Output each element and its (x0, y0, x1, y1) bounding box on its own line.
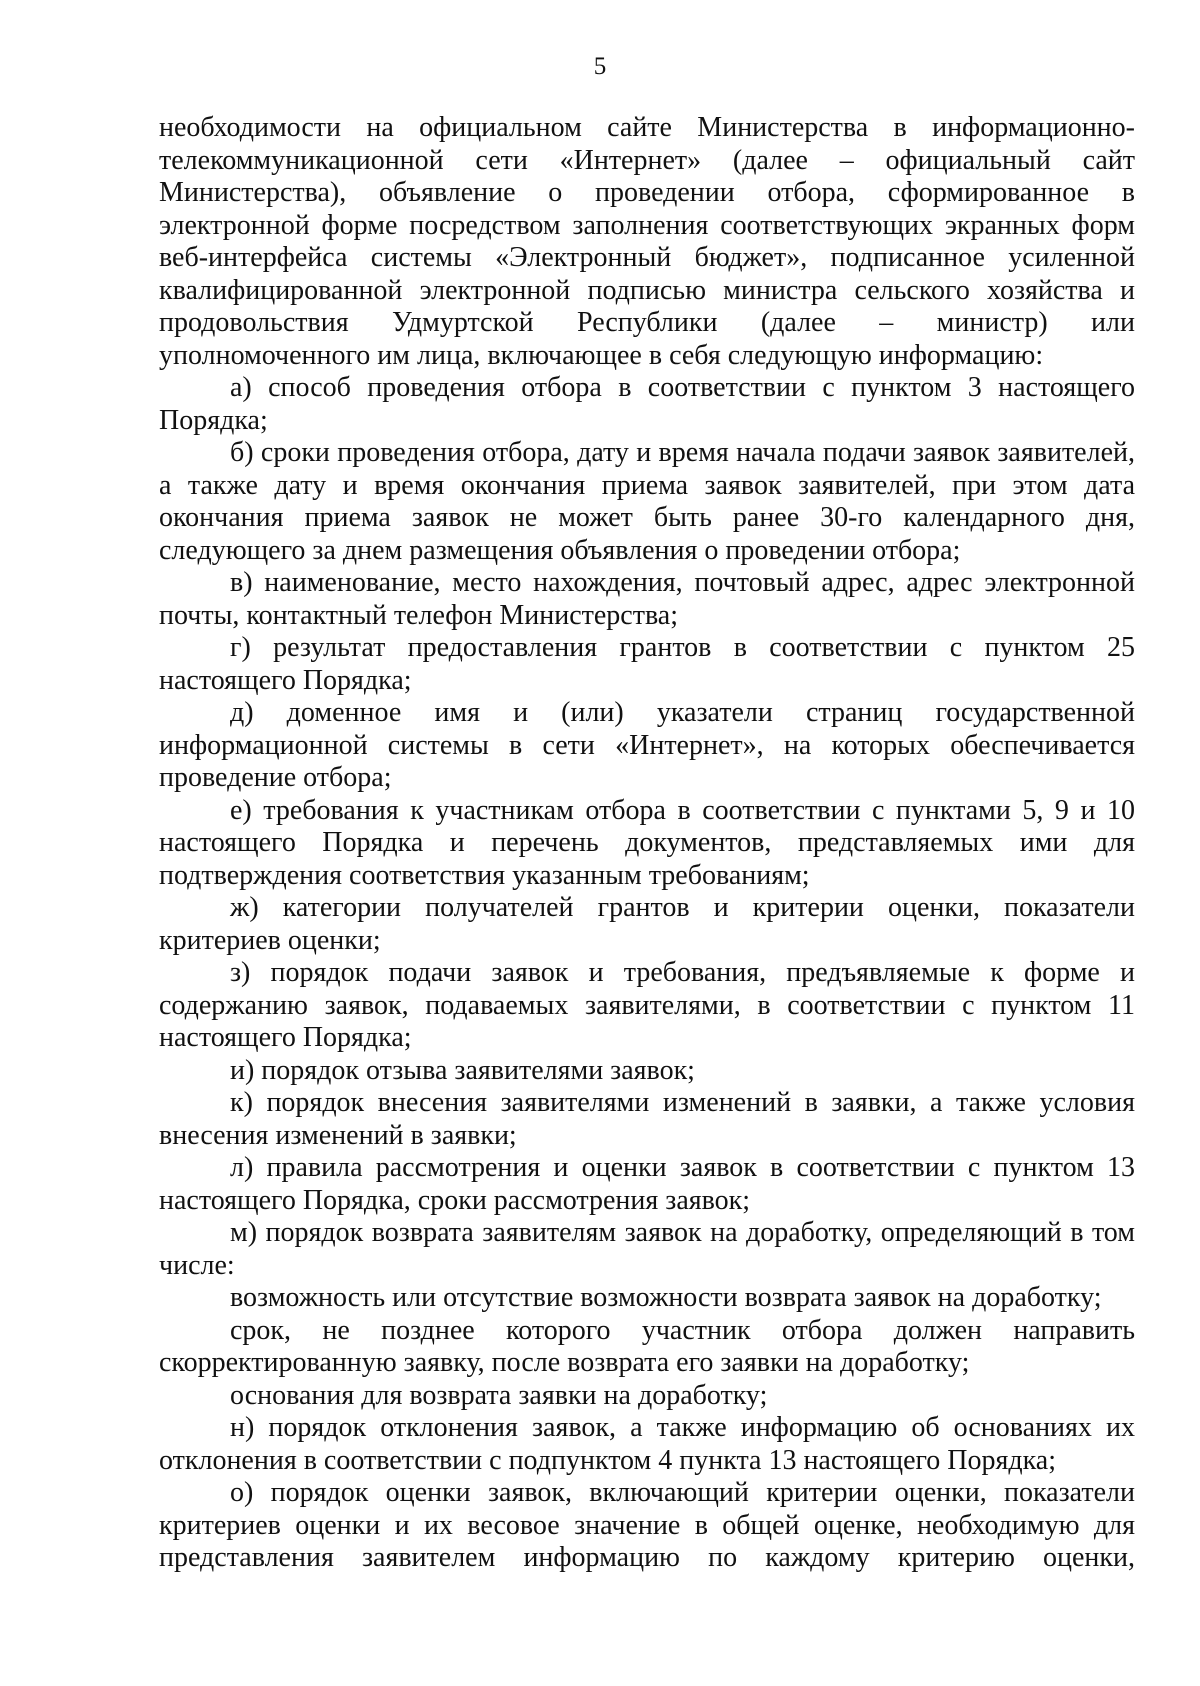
list-item-zh: ж) категории получателей грантов и критерии оценки, показатели критериев оценки; (159, 892, 1135, 956)
list-item-m-sub-1: возможность или отсутствие возможности возврата заявок на доработку; (230, 1282, 1102, 1313)
list-item-z: з) порядок подачи заявок и требования, предъявляемые к форме и содержанию заявок, подаваемых заявителями, в соответствии с пунктом 11 настоящего Порядка; (159, 957, 1135, 1053)
page-number: 5 (593, 53, 607, 80)
list-item-m: м) порядок возврата заявителям заявок на доработку, определяющий в том числе: (159, 1217, 1135, 1281)
list-item-v: в) наименование, место нахождения, почтовый адрес, адрес электронной почты, контактный телефон Министерства; (159, 567, 1135, 631)
document-body (159, 112, 1135, 1575)
list-item-d: д) доменное имя и (или) указатели страниц государственной информационной системы в сети «Интернет», на которых обеспечивается проведение отбора; (159, 697, 1135, 793)
list-item-o: о) порядок оценки заявок, включающий критерии оценки, показатели критериев оценки и их весовое значение в общей оценке, необходимую для представления заявителем информацию по каждому критерию оценки, (159, 1477, 1135, 1573)
list-item-n: н) порядок отклонения заявок, а также информацию об основаниях их отклонения в соответствии с подпунктом 4 пункта 13 настоящего Порядка; (159, 1412, 1135, 1476)
list-item-b: б) сроки проведения отбора, дату и время начала подачи заявок заявителей, а также дату и время окончания приема заявок заявителей, при этом дата окончания приема заявок не может быть ранее 30-го календарного дня, следующего за днем размещения объявления о проведении отбора; (159, 437, 1135, 566)
list-item-g: г) результат предоставления грантов в соответствии с пунктом 25 настоящего Порядка; (159, 632, 1135, 696)
paragraph-intro: необходимости на официальном сайте Министерства в информационно-телекоммуникационной сети «Интернет» (далее – официальный сайт Министерства), объявление о проведении отбора, сформированное в электронной форме посредством заполнения соответствующих экранных форм веб-интерфейса системы «Электронный бюджет», подписанное усиленной квалифицированной электронной подписью министра сельского хозяйства и продовольствия Удмуртской Республики (далее – министр) или уполномоченного им лица, включающее в себя следующую информацию: (159, 112, 1135, 371)
list-item-k: к) порядок внесения заявителями изменений в заявки, а также условия внесения изменений в заявки; (159, 1087, 1135, 1151)
list-item-m-sub-3: основания для возврата заявки на доработку; (230, 1379, 768, 1411)
list-item-a: а) способ проведения отбора в соответствии с пунктом 3 настоящего Порядка; (159, 372, 1135, 436)
list-item-e: е) требования к участникам отбора в соответствии с пунктами 5, 9 и 10 настоящего Порядка и перечень документов, представляемых ими для подтверждения соответствия указанным требованиям; (159, 794, 1135, 891)
list-item-m-sub-2: срок, не позднее которого участник отбора должен направить скорректированную заявку, после возврата его заявки на доработку; (159, 1314, 1135, 1378)
list-item-l: л) правила рассмотрения и оценки заявок в соответствии с пунктом 13 настоящего Порядка, сроки рассмотрения заявок; (159, 1152, 1135, 1216)
list-item-i: и) порядок отзыва заявителями заявок; (230, 1054, 695, 1086)
